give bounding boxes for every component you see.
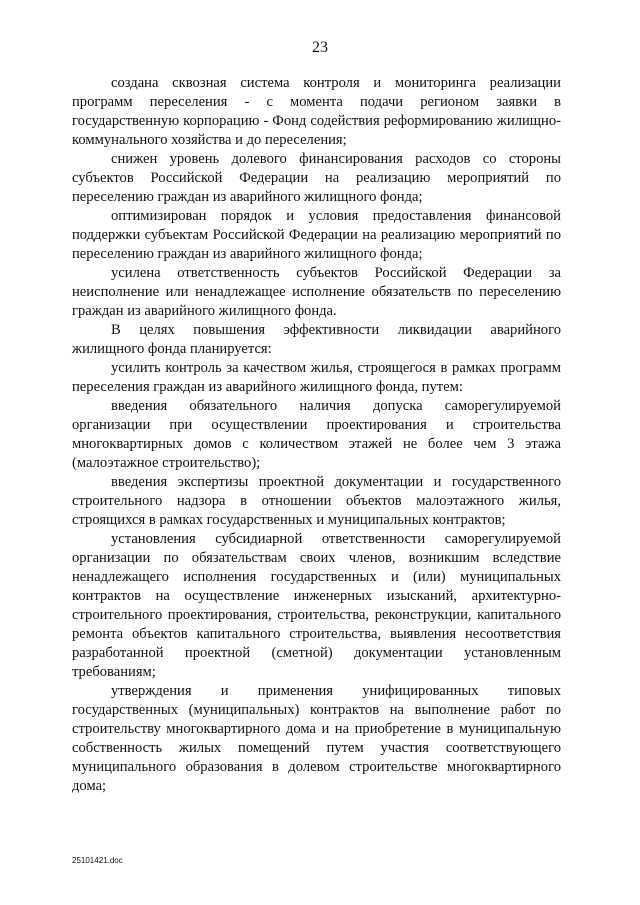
- page-number: 23: [312, 39, 328, 56]
- paragraph: введения обязательного наличия допуска саморегулируемой организации при осуществлении проектирования и строительства многоквартирных домов с количеством этажей не более чем 3 этажа (малоэтажное строительство);: [72, 398, 561, 471]
- paragraph: создана сквозная система контроля и мониторинга реализации программ переселения - с момента подачи регионом заявки в государственную корпорацию - Фонд содействия реформированию жилищно-коммунального хозяйства и до переселения;: [72, 75, 561, 148]
- paragraph: снижен уровень долевого финансирования расходов со стороны субъектов Российской Федерации на реализацию мероприятий по переселению граждан из аварийного жилищного фонда;: [72, 151, 561, 205]
- paragraph: введения экспертизы проектной документации и государственного строительного надзора в отношении объектов малоэтажного жилья, строящихся в рамках государственных и муниципальных контрактов;: [72, 474, 561, 528]
- paragraph: утверждения и применения унифицированных типовых государственных (муниципальных) контрактов на выполнение работ по строительству многоквартирного дома и на приобретение в муниципальную собственность жилых помещений путем участия соответствующего муниципального образования в долевом строительстве многоквартирного дома;: [72, 683, 561, 794]
- paragraph: усилена ответственность субъектов Российской Федерации за неисполнение или ненадлежащее исполнение обязательств по переселению граждан из аварийного жилищного фонда.: [72, 265, 561, 319]
- footer-file-code: 25101421.doc: [72, 856, 123, 865]
- paragraph: В целях повышения эффективности ликвидации аварийного жилищного фонда планируется:: [72, 322, 561, 357]
- paragraph: усилить контроль за качеством жилья, строящегося в рамках программ переселения граждан из аварийного жилищного фонда, путем:: [72, 360, 561, 395]
- paragraph: установления субсидиарной ответственности саморегулируемой организации по обязательствам своих членов, возникшим вследствие ненадлежащего исполнения государственных и (или) муниципальных контрактов на осуществление инженерных изысканий, архитектурно-строительного проектирования, строительства, реконструкции, капитального ремонта объектов капитального строительства, выявления несоответствия разработанной проектной (сметной) документации установленным требованиям;: [72, 531, 561, 680]
- body-text: [72, 74, 561, 796]
- paragraph: оптимизирован порядок и условия предоставления финансовой поддержки субъектам Российской Федерации на реализацию мероприятий по переселению граждан из аварийного жилищного фонда;: [72, 208, 561, 262]
